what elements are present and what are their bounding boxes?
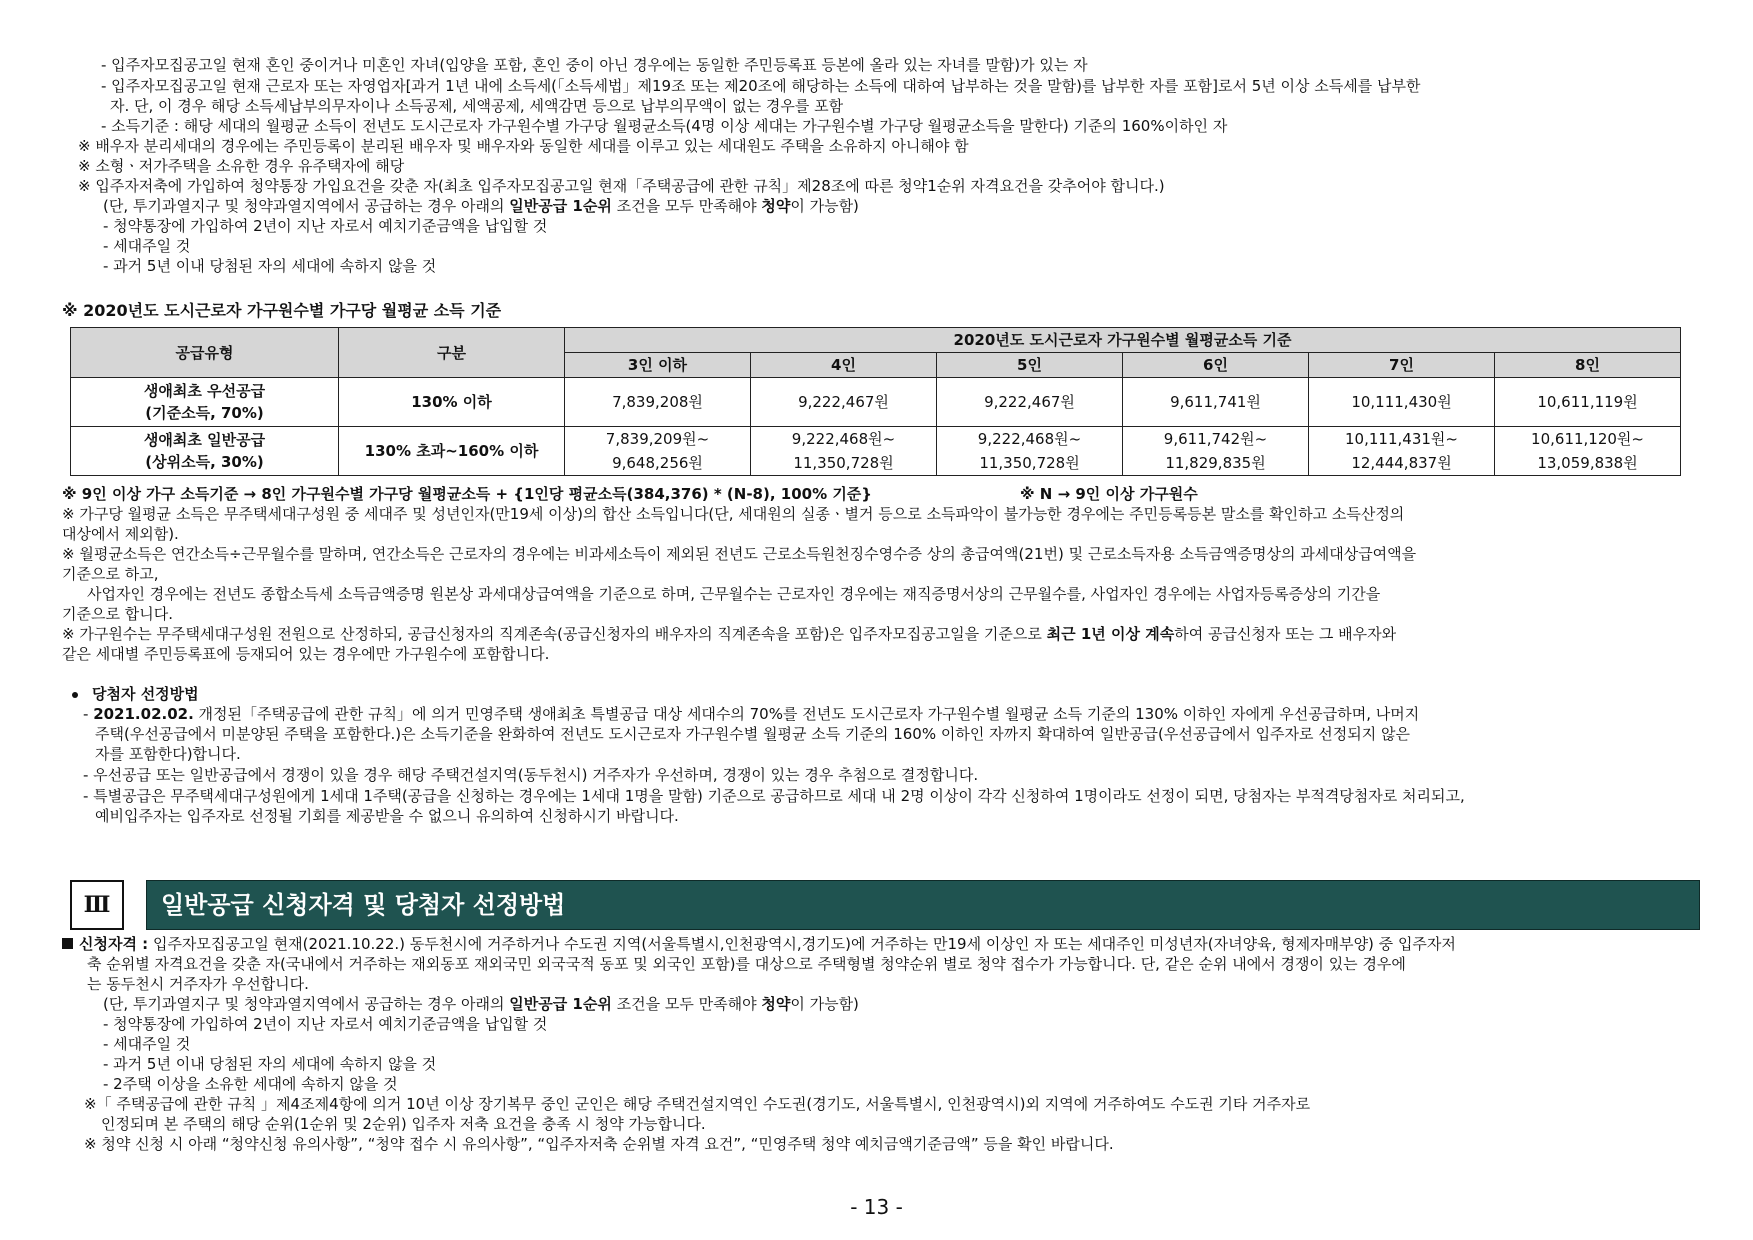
header-size: 4인 [751, 353, 937, 378]
text-line: - 소득기준 : 해당 세대의 월평균 소득이 전년도 도시근로자 가구원수별 가구당 월평균소득(4명 이상 세대는 가구원수별 가구당 월평균소득을 말한다) 기준의 160%이하인 자 [101, 117, 1228, 135]
cell-line: 12,444,837원 [1351, 454, 1452, 472]
apply-line: 축 순위별 자격요건을 갖춘 자(국내에서 거주하는 재외동포 재외국민 외국국적 동포 및 외국인 포함)를 대상으로 주택형별 청약순위 별로 청약 접수가 가능합니다. 단, 같은 순위 내에서 경쟁이 있는 경우에 [87, 955, 1406, 973]
text-span: 조건을 모두 만족해야 [611, 197, 762, 215]
note-line: ※ 9인 이상 가구 소득기준 → 8인 가구원수별 가구당 월평균소득 + {1인당 평균소득(384,376) * (N-8), 100% 기준} [62, 485, 872, 503]
table-row [71, 378, 1681, 427]
note-line: 대상에서 제외함). [62, 525, 179, 543]
winner-line: - 2021.02.02. 개정된「주택공급에 관한 규칙」에 의거 민영주택 생애최초 특별공급 대상 세대수의 70%를 전년도 도시근로자 가구원수별 월평균 소득 기준의 130% 이하인 자에게 우선공급하며, 나머지 [83, 705, 1420, 723]
cell-line: 9,222,468원~ [791, 430, 896, 448]
condition-item: - 2주택 이상을 소유한 세대에 속하지 않을 것 [103, 1075, 398, 1093]
cell-line: 10,611,120원~ [1531, 430, 1644, 448]
header-division: 구분 [339, 328, 565, 378]
note-line: ※ N → 9인 이상 가구원수 [1020, 485, 1198, 503]
winner-line: - 우선공급 또는 일반공급에서 경쟁이 있을 경우 해당 주택건설지역(동두천시) 거주자가 우선하며, 경쟁이 있는 경우 추첨으로 결정합니다. [83, 766, 979, 784]
row-type-line: 생애최초 일반공급 [143, 431, 266, 449]
condition-item: - 과거 5년 이내 당첨된 자의 세대에 속하지 않을 것 [103, 1055, 437, 1073]
apply-line: 는 동두천시 거주자가 우선합니다. [87, 975, 309, 993]
bold-span: 최근 1년 이상 계속 [1046, 625, 1175, 643]
table-title: ※ 2020년도 도시근로자 가구원수별 가구당 월평균 소득 기준 [62, 301, 502, 320]
winner-line: 주택(우선공급에서 미분양된 주택을 포함한다.)은 소득기준을 완화하여 전년도 도시근로자 가구원수별 월평균 소득 기준의 160% 이하인 자까지 확대하여 일반공급(우선공급에서 입주자로 선정되지 않은 [95, 725, 1411, 743]
cell-line: 13,059,838원 [1537, 454, 1638, 472]
cell-line: 9,648,256원 [612, 454, 703, 472]
note-line: ※ 소형ㆍ저가주택을 소유한 경우 유주택자에 해당 [78, 157, 405, 175]
table-cell: 9,611,741원 [1123, 378, 1309, 427]
note-line: ※ 입주자저축에 가입하여 청약통장 가입요건을 갖춘 자(최초 입주자모집공고일 현재「주택공급에 관한 규칙」제28조에 따른 청약1순위 자격요건을 갖추어야 합니다.) [78, 177, 1165, 195]
table-cell: 9,222,467원 [937, 378, 1123, 427]
row-type [71, 427, 339, 476]
bold-span: 일반공급 1순위 [509, 995, 612, 1013]
condition-line [103, 995, 859, 1014]
square-bullet-icon [62, 938, 73, 949]
cell-line: 11,350,728원 [793, 454, 894, 472]
table-row [71, 427, 1681, 476]
cell-line: 9,611,742원~ [1163, 430, 1268, 448]
cell-line: 10,111,431원~ [1345, 430, 1458, 448]
note-line: 인정되며 본 주택의 해당 순위(1순위 및 2순위) 입주자 저축 요건을 충족 시 청약 가능합니다. [101, 1115, 706, 1133]
header-size: 8인 [1495, 353, 1681, 378]
row-division: 130% 초과~160% 이하 [339, 427, 565, 476]
page-number: - 13 - [850, 1195, 903, 1219]
table-cell: 7,839,208원 [565, 378, 751, 427]
income-table [70, 327, 1681, 476]
apply-label: 신청자격 : [79, 935, 149, 953]
text-line: - 입주자모집공고일 현재 근로자 또는 자영업자[과거 1년 내에 소득세(「소득세법」제19조 또는 제20조에 해당하는 소득에 대하여 납부하는 것을 말함)를 납부한 자를 포함]로서 5년 이상 소득세를 납부한 [101, 77, 1421, 95]
winner-line: - 특별공급은 무주택세대구성원에게 1세대 1주택(공급을 신청하는 경우에는 1세대 1명을 말함) 기준으로 공급하므로 세대 내 2명 이상이 각각 신청하여 1명이라도 선정이 되면, 당첨자는 부적격당첨자로 처리되고, [83, 787, 1465, 805]
cell-line: 9,222,468원~ [977, 430, 1082, 448]
header-size: 5인 [937, 353, 1123, 378]
row-division: 130% 이하 [339, 378, 565, 427]
note-line: ※ 가구당 월평균 소득은 무주택세대구성원 중 세대주 및 성년인자(만19세 이상)의 합산 소득입니다(단, 세대원의 실종ㆍ별거 등으로 소득파악이 불가능한 경우에는 주민등록등본 말소를 확인하고 소득산정의 [62, 505, 1405, 523]
note-line: ※ 월평균소득은 연간소득÷근무월수를 말하며, 연간소득은 근로자의 경우에는 비과세소득이 제외된 전년도 근로소득원천징수영수증 상의 총급여액(21번) 및 근로소득자용 소득금액증명상의 과세대상급여액을 [62, 545, 1417, 563]
table-cell [1309, 427, 1495, 476]
table-cell [1123, 427, 1309, 476]
row-type [71, 378, 339, 427]
text-span: 개정된「주택공급에 관한 규칙」에 의거 민영주택 생애최초 특별공급 대상 세대수의 70%를 전년도 도시근로자 가구원수별 월평균 소득 기준의 130% 이하인 자에게 우선공급하며, 나머지 [193, 705, 1420, 723]
table-cell [565, 427, 751, 476]
bold-span: 2021.02.02. [93, 705, 194, 723]
table-cell: 9,222,467원 [751, 378, 937, 427]
table-cell: 10,611,119원 [1495, 378, 1681, 427]
note-line: 같은 세대별 주민등록표에 등재되어 있는 경우에만 가구원수에 포함합니다. [62, 645, 550, 663]
text-span: 조건을 모두 만족해야 [611, 995, 762, 1013]
text-span: (단, 투기과열지구 및 청약과열지역에서 공급하는 경우 아래의 [103, 197, 510, 215]
cell-line: 7,839,209원~ [605, 430, 710, 448]
header-size: 7인 [1309, 353, 1495, 378]
condition-item: - 세대주일 것 [103, 237, 191, 255]
table-cell [1495, 427, 1681, 476]
text-line: 자. 단, 이 경우 해당 소득세납부의무자이나 소득공제, 세액공제, 세액감면 등으로 납부의무액이 없는 경우를 포함 [110, 97, 844, 115]
bullet-icon [72, 692, 78, 698]
condition-item: - 과거 5년 이내 당첨된 자의 세대에 속하지 않을 것 [103, 257, 437, 275]
text-span: 이 가능함) [790, 995, 859, 1013]
text-span: 이 가능함) [790, 197, 859, 215]
section-title: 일반공급 신청자격 및 당첨자 선정방법 [146, 880, 1700, 930]
table-cell: 10,111,430원 [1309, 378, 1495, 427]
winner-heading [72, 685, 199, 704]
note-line: ※ 청약 신청 시 아래 “청약신청 유의사항”, “청약 접수 시 유의사항”, “입주자저축 순위별 자격 요건”, “민영주택 청약 예치금액기준금액” 등을 확인 바랍니다. [84, 1135, 1114, 1153]
condition-item: - 세대주일 것 [103, 1035, 191, 1053]
note-line: 기준으로 합니다. [62, 605, 173, 623]
row-type-line: 생애최초 우선공급 [143, 382, 266, 400]
winner-line: 예비입주자는 입주자로 선정될 기회를 제공받을 수 없으니 유의하여 신청하시기 바랍니다. [95, 807, 679, 825]
header-income-group: 2020년도 도시근로자 가구원수별 월평균소득 기준 [565, 328, 1681, 353]
condition-line [103, 197, 859, 216]
text-span: (단, 투기과열지구 및 청약과열지역에서 공급하는 경우 아래의 [103, 995, 510, 1013]
note-line: 사업자인 경우에는 전년도 종합소득세 소득금액증명 원본상 과세대상급여액을 기준으로 하며, 근무월수는 근로자인 경우에는 재직증명서상의 근무월수를, 사업자인 경우에는 사업자등록증상의 기간을 [87, 585, 1381, 603]
note-line: 기준으로 하고, [62, 565, 159, 583]
text-span: ※ 가구원수는 무주택세대구성원 전원으로 산정하되, 공급신청자의 직계존속(공급신청자의 배우자의 직계존속을 포함)은 입주자모집공고일을 기준으로 [62, 625, 1047, 643]
text-line: - 입주자모집공고일 현재 혼인 중이거나 미혼인 자녀(입양을 포함, 혼인 중이 아닌 경우에는 동일한 주민등록표 등본에 올라 있는 자녀를 말함)가 있는 자 [101, 56, 1088, 74]
note-line: ※ 배우자 분리세대의 경우에는 주민등록이 분리된 배우자 및 배우자와 동일한 세대를 이루고 있는 세대원도 주택을 소유하지 아니해야 함 [78, 137, 969, 155]
header-size: 3인 이하 [565, 353, 751, 378]
header-size: 6인 [1123, 353, 1309, 378]
table-cell [937, 427, 1123, 476]
cell-line: 11,350,728원 [979, 454, 1080, 472]
winner-title: 당첨자 선정방법 [92, 685, 199, 703]
winner-line: 자를 포함한다)합니다. [95, 745, 241, 763]
row-type-line: (기준소득, 70%) [145, 404, 264, 422]
bold-span: 청약 [761, 197, 791, 215]
text-span: 하여 공급신청자 또는 그 배우자와 [1174, 625, 1397, 643]
condition-item: - 청약통장에 가입하여 2년이 지난 자로서 예치기준금액을 납입할 것 [103, 217, 548, 235]
bold-span: 일반공급 1순위 [509, 197, 612, 215]
note-line [62, 625, 1396, 644]
row-type-line: (상위소득, 30%) [145, 453, 264, 471]
condition-item: - 청약통장에 가입하여 2년이 지난 자로서 예치기준금액을 납입할 것 [103, 1015, 548, 1033]
header-supply-type: 공급유형 [71, 328, 339, 378]
text-span: 입주자모집공고일 현재(2021.10.22.) 동두천시에 거주하거나 수도권 지역(서울특별시,인천광역시,경기도)에 거주하는 만19세 이상인 자 또는 세대주인 미성년자(자녀양육, 형제자매부양) 중 입주자저 [148, 935, 1456, 953]
cell-line: 11,829,835원 [1165, 454, 1266, 472]
section-number: Ⅲ [70, 880, 124, 930]
note-line: ※「 주택공급에 관한 규칙 」제4조제4항에 의거 10년 이상 장기복무 중인 군인은 해당 주택건설지역인 수도권(경기도, 서울특별시, 인천광역시)외 지역에 거주하여도 수도권 기타 거주자로 [84, 1095, 1311, 1113]
table-cell [751, 427, 937, 476]
bold-span: 청약 [761, 995, 791, 1013]
apply-line [62, 935, 1456, 954]
